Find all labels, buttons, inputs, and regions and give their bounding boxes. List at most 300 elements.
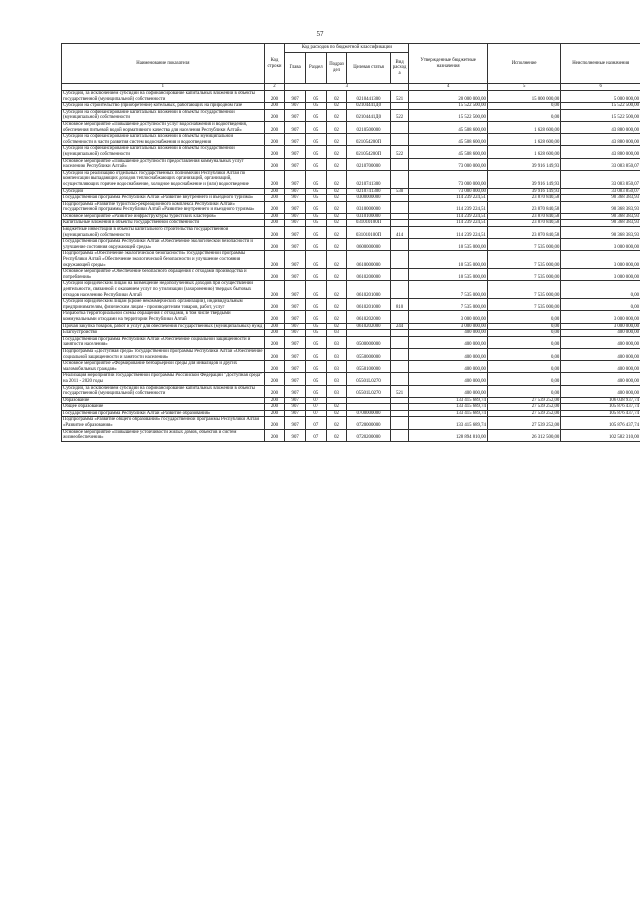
row-glava: 907 (285, 103, 306, 110)
row-unexecuted: 105 876 437,74 (561, 417, 640, 429)
row-executed: 39 916 149,93 (487, 170, 560, 188)
row-executed: 0,00 (487, 311, 560, 323)
row-glava: 907 (285, 299, 306, 311)
row-approved: 73 000 000,00 (409, 188, 488, 195)
row-target: 031010100П (347, 220, 390, 227)
row-podrazdel: 02 (326, 269, 347, 281)
row-podrazdel: 02 (326, 188, 347, 195)
row-approved: 114 239 224,51 (409, 201, 488, 213)
row-glava: 907 (285, 91, 306, 103)
row-podrazdel: 02 (326, 146, 347, 158)
row-approved: 45 508 600,00 (409, 146, 488, 158)
row-executed: 39 916 149,93 (487, 188, 560, 195)
header-podrazdel: Подраз дел (326, 53, 347, 84)
table-row (62, 109, 640, 121)
row-glava: 907 (285, 373, 306, 385)
row-target: 0600000000 (347, 239, 390, 251)
table-row (62, 239, 640, 251)
row-unexecuted: 400 000,00 (561, 385, 640, 397)
row-code: 200 (264, 330, 285, 337)
row-target: 0210741300 (347, 170, 390, 188)
row-vid (390, 397, 409, 404)
row-razdel: 05 (305, 323, 326, 330)
row-vid (390, 429, 409, 441)
row-code: 200 (264, 323, 285, 330)
row-name: Государственная программа Республики Алтай «Обеспечение экологической безопасности и улучшение состояния окружающей среды» (62, 239, 265, 251)
row-razdel: 05 (305, 227, 326, 239)
row-code: 200 (264, 410, 285, 417)
row-razdel: 05 (305, 103, 326, 110)
row-code: 200 (264, 348, 285, 360)
row-razdel: 05 (305, 188, 326, 195)
row-name: Общее образование (62, 404, 265, 411)
row-unexecuted: 400 000,00 (561, 361, 640, 373)
header-code-row: Код строки (264, 44, 285, 84)
row-glava: 907 (285, 385, 306, 397)
row-target: 02104441Д0 (347, 103, 390, 110)
row-razdel: 05 (305, 134, 326, 146)
header-unexecuted: Неисполненные назначения (561, 44, 640, 84)
row-razdel: 05 (305, 361, 326, 373)
row-approved: 400 000,00 (409, 330, 488, 337)
row-glava: 907 (285, 220, 306, 227)
row-glava: 907 (285, 404, 306, 411)
row-podrazdel: 02 (326, 311, 347, 323)
row-vid (390, 195, 409, 202)
table-row (62, 348, 640, 360)
row-unexecuted: 15 522 500,00 (561, 109, 640, 121)
row-podrazdel: 02 (326, 158, 347, 170)
row-podrazdel: 02 (326, 213, 347, 220)
row-name: Подпрограмма «Развитие общего образования» государственной программы Республики Алтай «Развитие образования» (62, 417, 265, 429)
row-name: Субсидии на софинансирование капитальных вложений в объекты муниципальной собственности в части развития систем водоснабжения и водоотведения (62, 134, 265, 146)
row-executed: 0,00 (487, 336, 560, 348)
row-podrazdel: 03 (326, 348, 347, 360)
row-unexecuted: 3 000 000,00 (561, 323, 640, 330)
row-vid: 522 (390, 146, 409, 158)
row-target: 021054200П (347, 146, 390, 158)
row-code: 200 (264, 281, 285, 299)
table-row (62, 103, 640, 110)
row-razdel: 05 (305, 348, 326, 360)
row-unexecuted: 33 083 850,07 (561, 170, 640, 188)
row-vid (390, 373, 409, 385)
row-unexecuted: 3 000 000,00 (561, 269, 640, 281)
row-code: 200 (264, 269, 285, 281)
row-name: Разработка территориальной схемы обращения с отходами, в том числе твердыми коммунальными отходами на территории Республики Алтай (62, 311, 265, 323)
row-vid: 244 (390, 323, 409, 330)
row-glava: 907 (285, 311, 306, 323)
row-razdel: 05 (305, 299, 326, 311)
row-approved: 7 535 000,00 (409, 299, 488, 311)
row-glava: 907 (285, 397, 306, 404)
table-row (62, 220, 640, 227)
row-code: 200 (264, 385, 285, 397)
row-glava: 907 (285, 330, 306, 337)
row-razdel: 05 (305, 330, 326, 337)
row-unexecuted: 3 000 000,00 (561, 239, 640, 251)
row-approved: 400 000,00 (409, 348, 488, 360)
row-glava: 907 (285, 170, 306, 188)
row-approved: 3 000 000,00 (409, 323, 488, 330)
row-podrazdel: 03 (326, 336, 347, 348)
row-target: 0550100000 (347, 361, 390, 373)
row-vid (390, 213, 409, 220)
row-glava: 907 (285, 281, 306, 299)
row-approved: 20 000 000,00 (409, 91, 488, 103)
row-unexecuted: 105 876 437,74 (561, 410, 640, 417)
row-target: 031010100П (347, 227, 390, 239)
table-row (62, 213, 640, 220)
row-unexecuted: 90 368 383,93 (561, 213, 640, 220)
header-razdel: Раздел (305, 53, 326, 84)
row-name: Прочая закупка товаров, работ и услуг для обеспечения государственных (муниципальных) нужд (63, 323, 263, 329)
row-code: 200 (264, 251, 285, 269)
row-executed: 15 000 000,00 (487, 91, 560, 103)
row-vid (390, 170, 409, 188)
header-classification: Код расходов по бюджетной классификации (285, 44, 409, 53)
row-approved: 45 508 600,00 (409, 121, 488, 133)
row-glava: 907 (285, 336, 306, 348)
row-vid (390, 269, 409, 281)
row-executed: 0,00 (487, 109, 560, 121)
header-approved: Утвержденные бюджетные назначения (409, 44, 488, 84)
row-approved: 114 239 224,51 (409, 213, 488, 220)
row-vid: 810 (390, 299, 409, 311)
row-podrazdel: 02 (326, 121, 347, 133)
row-executed: 23 870 840,58 (487, 201, 560, 213)
row-razdel: 05 (305, 220, 326, 227)
row-approved: 15 522 500,00 (409, 103, 488, 110)
row-approved: 114 239 224,51 (409, 195, 488, 202)
row-executed: 23 870 840,58 (487, 227, 560, 239)
row-razdel: 05 (305, 239, 326, 251)
row-target (347, 397, 390, 404)
row-name: Основное мероприятие «Повышение устойчивости жилых домов, объектов и систем жизнеобеспечения» (62, 429, 265, 441)
table-row (62, 227, 640, 239)
table-row (62, 330, 640, 337)
row-target (347, 330, 390, 337)
row-target: 0500000000 (347, 336, 390, 348)
row-executed: 0,00 (487, 373, 560, 385)
row-code: 200 (264, 201, 285, 213)
row-unexecuted: 15 522 500,00 (561, 103, 640, 110)
row-code: 200 (264, 373, 285, 385)
row-podrazdel: 02 (326, 227, 347, 239)
row-name: Субсидии, за исключением субсидий на софинансирование капитальных вложений в объекты государственной (муниципальной) собственности (62, 91, 265, 103)
row-glava: 907 (285, 269, 306, 281)
header-target: Целевая статья (347, 53, 390, 84)
row-target: 05501L0270 (347, 373, 390, 385)
row-vid (390, 201, 409, 213)
row-unexecuted: 43 880 000,00 (561, 146, 640, 158)
row-code: 200 (264, 417, 285, 429)
row-razdel: 05 (305, 373, 326, 385)
row-glava: 907 (285, 134, 306, 146)
row-target: 0310000000 (347, 201, 390, 213)
budget-execution-table (61, 43, 640, 442)
row-name: Подпрограмма «Обеспечение экологической безопасности» государственной программы Республики Алтай «Обеспечение экологической безопасности и улучшение состояния окружающей среды» (62, 251, 265, 269)
row-executed: 1 628 600,00 (487, 146, 560, 158)
row-glava: 907 (285, 146, 306, 158)
row-executed: 1 628 600,00 (487, 134, 560, 146)
row-approved: 400 000,00 (409, 385, 488, 397)
row-glava: 907 (285, 158, 306, 170)
row-approved: 73 000 000,00 (409, 158, 488, 170)
row-glava: 907 (285, 361, 306, 373)
row-unexecuted: 105 876 437,74 (561, 404, 640, 411)
row-vid (390, 220, 409, 227)
row-vid (390, 311, 409, 323)
row-name: Основное мероприятие «Обеспечение безопасного обращения с отходами производства и потребления» (62, 269, 265, 281)
table-row (62, 134, 640, 146)
table-row (62, 373, 640, 385)
row-unexecuted: 0,00 (561, 299, 640, 311)
row-podrazdel: 02 (326, 103, 347, 110)
row-executed: 7 535 000,00 (487, 239, 560, 251)
row-target: 0210741300 (347, 188, 390, 195)
row-podrazdel: 02 (326, 323, 347, 330)
row-executed: 27 539 252,00 (487, 404, 560, 411)
row-name: Основное мероприятие «Повышение доступности услуг водоснабжения и водоотведения, обеспечения питьевой водой нормативного качества для населения Республики Алтай» (62, 121, 265, 133)
row-razdel: 05 (305, 385, 326, 397)
row-vid (390, 404, 409, 411)
row-executed: 0,00 (487, 323, 560, 330)
col-number-5: 5 (487, 84, 560, 91)
row-name: Субсидии юридическим лицам (кроме некоммерческих организаций), индивидуальным предпринимателям, физическим лицам - производителям товаров, работ, услуг (62, 299, 265, 311)
row-target: 0210441300 (347, 91, 390, 103)
row-unexecuted: 43 880 000,00 (561, 134, 640, 146)
header-glava: Глава (285, 53, 306, 84)
row-podrazdel: 02 (326, 410, 347, 417)
row-approved: 7 535 000,00 (409, 281, 488, 299)
row-glava: 907 (285, 227, 306, 239)
table-row (62, 195, 640, 202)
row-vid (390, 348, 409, 360)
row-unexecuted: 400 000,00 (561, 373, 640, 385)
row-glava: 907 (285, 348, 306, 360)
row-approved: 114 239 224,51 (409, 220, 488, 227)
row-vid: 530 (390, 188, 409, 195)
row-name: Субсидии на софинансирование капитальных вложений в объекты государственной (муниципальной) собственности (62, 109, 265, 121)
row-name: Субсидии юридическим лицам на возмещение недополученных доходов при осуществлении деятельности, связанной с оказанием услуг по утилизации (захоронению) твердых бытовых отходов населению Республики Алтай (62, 281, 265, 299)
table-row (62, 397, 640, 404)
row-code: 200 (264, 213, 285, 220)
row-vid (390, 134, 409, 146)
row-code: 200 (264, 361, 285, 373)
table-row (62, 323, 640, 330)
row-target (347, 404, 390, 411)
row-code: 200 (264, 121, 285, 133)
row-podrazdel: 02 (326, 239, 347, 251)
row-podrazdel: 02 (326, 91, 347, 103)
row-code: 200 (264, 170, 285, 188)
row-podrazdel: 02 (326, 170, 347, 188)
row-glava: 907 (285, 410, 306, 417)
row-name: Основное мероприятие «Формирование безбарьерной среды для инвалидов и других маломобильных граждан» (62, 361, 265, 373)
row-code: 200 (264, 239, 285, 251)
row-vid: 414 (390, 227, 409, 239)
row-approved: 45 508 600,00 (409, 134, 488, 146)
row-approved: 114 239 224,51 (409, 227, 488, 239)
table-row (62, 410, 640, 417)
row-code: 200 (264, 429, 285, 441)
row-executed: 0,00 (487, 385, 560, 397)
header-name: Наименование показателя (62, 44, 265, 84)
row-podrazdel: 02 (326, 281, 347, 299)
row-name: Подпрограмма «Доступная среда» государственной программы Республики Алтай «Обеспечение социальной защищенности и занятости населения» (63, 348, 263, 360)
row-unexecuted: 33 083 850,07 (561, 158, 640, 170)
row-razdel: 05 (305, 281, 326, 299)
row-vid (390, 281, 409, 299)
row-approved: 400 000,00 (409, 336, 488, 348)
row-target: 0310100000 (347, 213, 390, 220)
row-vid (390, 330, 409, 337)
row-target: 021054200П (347, 134, 390, 146)
table-row (62, 121, 640, 133)
row-podrazdel: 03 (326, 330, 347, 337)
row-code: 200 (264, 146, 285, 158)
table-row (62, 417, 640, 429)
col-number-6: 6 (561, 84, 640, 91)
col-number-4: 4 (409, 84, 488, 91)
row-unexecuted: 33 083 850,07 (561, 188, 640, 195)
row-vid (390, 361, 409, 373)
row-razdel: 05 (305, 213, 326, 220)
row-approved: 10 535 000,00 (409, 239, 488, 251)
table-row (62, 201, 640, 213)
table-row (62, 158, 640, 170)
row-unexecuted: 3 000 000,00 (561, 251, 640, 269)
row-target: 0720200000 (347, 429, 390, 441)
row-unexecuted: 400 000,00 (561, 336, 640, 348)
row-vid (390, 251, 409, 269)
row-razdel: 07 (305, 404, 326, 411)
row-razdel: 05 (305, 311, 326, 323)
row-name: Основное мероприятие «Повышение доступности предоставления коммунальных услуг населению Республики Алтай» (62, 158, 265, 170)
row-target: 0610200000 (347, 269, 390, 281)
row-target: 0610202000 (347, 323, 390, 330)
row-executed: 23 870 840,58 (487, 213, 560, 220)
row-name: Благоустройство (62, 330, 265, 337)
row-approved: 15 522 500,00 (409, 109, 488, 121)
table-row (62, 146, 640, 158)
row-razdel: 07 (305, 429, 326, 441)
row-unexecuted: 400 000,00 (561, 348, 640, 360)
row-executed: 7 535 000,00 (487, 251, 560, 269)
row-code: 200 (264, 311, 285, 323)
row-podrazdel: 02 (326, 201, 347, 213)
row-executed: 7 535 000,00 (487, 269, 560, 281)
row-razdel: 05 (305, 146, 326, 158)
row-unexecuted: 102 582 310,00 (561, 429, 640, 441)
row-glava: 907 (285, 239, 306, 251)
row-razdel: 05 (305, 109, 326, 121)
row-executed: 0,00 (487, 348, 560, 360)
row-vid: 522 (390, 109, 409, 121)
row-code: 200 (264, 134, 285, 146)
row-razdel: 05 (305, 195, 326, 202)
row-podrazdel: 03 (326, 373, 347, 385)
table-row (62, 251, 640, 269)
row-executed: 26 312 500,00 (487, 429, 560, 441)
table-row (62, 336, 640, 348)
row-code: 200 (264, 109, 285, 121)
row-code: 200 (264, 188, 285, 195)
row-unexecuted: 90 368 383,93 (561, 195, 640, 202)
row-approved: 128 894 810,00 (409, 429, 488, 441)
row-razdel: 05 (305, 121, 326, 133)
row-executed: 0,00 (487, 103, 560, 110)
row-vid (390, 158, 409, 170)
row-unexecuted: 400 000,00 (561, 330, 640, 337)
row-podrazdel: 03 (326, 385, 347, 397)
row-code: 200 (264, 158, 285, 170)
table-row (62, 269, 640, 281)
row-glava: 907 (285, 195, 306, 202)
row-approved: 133 415 689,74 (409, 397, 488, 404)
row-target: 02104441Д0 (347, 109, 390, 121)
row-code: 200 (264, 227, 285, 239)
row-podrazdel: 02 (326, 404, 347, 411)
row-vid: 521 (390, 91, 409, 103)
row-vid (390, 417, 409, 429)
row-podrazdel: 02 (326, 220, 347, 227)
row-razdel: 05 (305, 91, 326, 103)
row-name: Государственная программа Республики Алтай «Обеспечение социальной защищенности и занятости населения» (62, 336, 265, 348)
row-target: 0610000000 (347, 251, 390, 269)
row-executed: 27 539 252,00 (487, 397, 560, 404)
row-glava: 907 (285, 429, 306, 441)
table-row (62, 281, 640, 299)
row-vid (390, 103, 409, 110)
row-vid (390, 121, 409, 133)
row-razdel: 07 (305, 417, 326, 429)
row-target: 0550000000 (347, 348, 390, 360)
row-podrazdel: 02 (326, 299, 347, 311)
col-number-1: 1 (62, 84, 265, 91)
row-code: 200 (264, 336, 285, 348)
row-approved: 133 415 689,74 (409, 410, 488, 417)
row-target: 0610202000 (347, 311, 390, 323)
row-razdel: 05 (305, 170, 326, 188)
row-executed: 0,00 (487, 361, 560, 373)
row-target: 05501L0270 (347, 385, 390, 397)
row-podrazdel: 02 (326, 195, 347, 202)
row-podrazdel: 02 (326, 429, 347, 441)
row-razdel: 05 (305, 201, 326, 213)
row-name: Государственная программа Республики Алтай «Развитие образования» (62, 410, 265, 417)
row-executed: 1 628 600,00 (487, 121, 560, 133)
row-name: Государственная программа Республики Алтай «Развитие внутреннего и въездного туризма» (62, 195, 265, 202)
row-code: 200 (264, 195, 285, 202)
row-executed: 0,00 (487, 330, 560, 337)
row-approved: 133 415 689,74 (409, 417, 488, 429)
row-code: 200 (264, 91, 285, 103)
row-code: 200 (264, 220, 285, 227)
row-target: 0610201000 (347, 299, 390, 311)
row-code: 200 (264, 103, 285, 110)
row-name: Субсидии (62, 188, 265, 195)
row-podrazdel (326, 397, 347, 404)
row-glava: 907 (285, 417, 306, 429)
page-number: 57 (316, 30, 324, 38)
row-name: Субсидии на строительство (приобретение) котельных, работающих на природном газе (62, 103, 265, 110)
row-executed: 27 539 252,00 (487, 410, 560, 417)
row-glava: 907 (285, 213, 306, 220)
row-approved: 3 000 000,00 (409, 311, 488, 323)
table-row (62, 361, 640, 373)
